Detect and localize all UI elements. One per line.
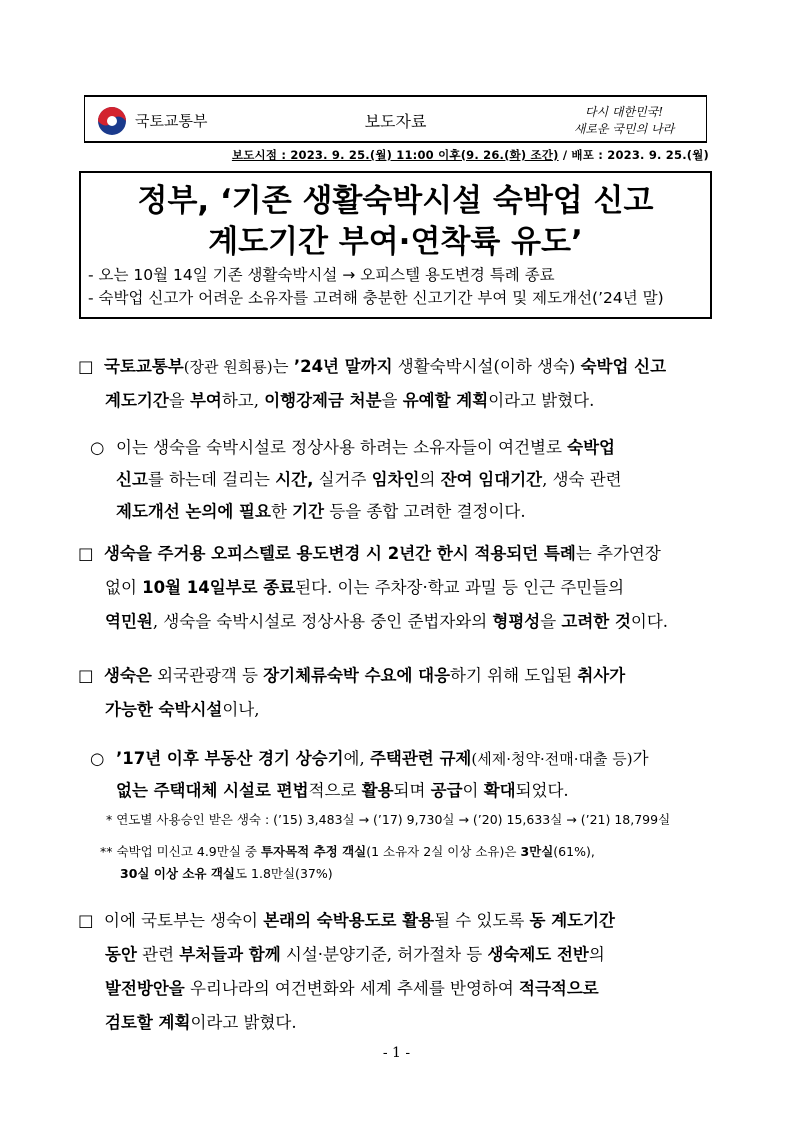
text: 부처들과 함께: [179, 945, 281, 964]
paragraph-1: [78, 350, 718, 418]
text: 을: [540, 612, 562, 631]
text: 제도개선 논의에 필요: [116, 502, 271, 521]
press-release-label: 보도자료: [364, 112, 427, 131]
text: ’17년 이후 부동산 경기 상승기: [116, 749, 344, 768]
text: 관련: [136, 945, 180, 964]
text: 될 수 있도록: [434, 911, 530, 930]
text: 계도기간: [105, 391, 169, 410]
circle-bullet-icon: ○: [90, 749, 105, 768]
text: (장관 원희룡): [183, 358, 273, 376]
text: 하고,: [221, 391, 265, 410]
headline: [81, 181, 710, 263]
square-bullet-icon: □: [78, 544, 94, 563]
footnote-2-cont: [120, 862, 333, 885]
square-bullet-icon: □: [78, 911, 94, 930]
text: (세제·청약·전매·대출 등): [471, 750, 633, 768]
text: 는: [272, 357, 294, 376]
text: 국토교통부: [104, 357, 184, 376]
text: 도 1.8만실(37%): [234, 866, 333, 881]
text: 발전방안을: [105, 979, 185, 998]
paragraph-2: [78, 537, 718, 639]
text: 적으로: [308, 781, 362, 800]
text: 이다.: [630, 612, 669, 631]
release-time: 보도시점 : 2023. 9. 25.(월) 11:00 이후(9. 26.(화) 조간): [231, 148, 559, 162]
square-bullet-icon: □: [78, 666, 94, 685]
text: 취사가: [577, 666, 626, 685]
title-box: [79, 171, 712, 319]
paragraph-3: [78, 659, 718, 727]
text: 생숙제도 전반: [487, 945, 589, 964]
text: 신고: [116, 470, 148, 489]
text: 이나,: [222, 700, 260, 719]
text: 의: [588, 945, 605, 964]
text: 외국관광객 등: [151, 666, 264, 685]
text: 하기 위해 도입된: [450, 666, 578, 685]
text: 장기체류숙박 수요에 대응: [263, 666, 451, 685]
footnote-1: * 연도별 사용승인 받은 생숙 : (’15) 3,483실 → (’17) 9,730실 → (’20) 15,633실 → (’21) 18,799실: [106, 812, 671, 827]
paragraph-4: [78, 904, 718, 1040]
text: 공급: [430, 781, 463, 800]
text: 는 추가연장: [575, 544, 661, 563]
release-info: [232, 147, 709, 163]
text: 된다. 이는 주차장·학교 과밀 등 인근 주민들의: [295, 578, 625, 597]
text: 30실 이상 소유 객실: [120, 866, 235, 881]
text: 기간: [292, 502, 325, 521]
text: 되며: [393, 781, 431, 800]
text: 고려한 것: [561, 612, 631, 631]
text: 잔여 임대기간: [440, 470, 543, 489]
text: 시간,: [275, 470, 314, 489]
text: 주택관련 규제: [369, 749, 472, 768]
text: ** 숙박업 미신고 4.9만실 중: [100, 844, 261, 859]
text: 이라고 밝혔다.: [488, 391, 595, 410]
slogan-handwriting-icon: [554, 101, 694, 139]
text: 형평성: [492, 612, 541, 631]
text: 등을 종합 고려한 결정이다.: [324, 502, 526, 521]
text: 본래의 숙박용도로 활용: [263, 911, 435, 930]
text: 동안: [105, 945, 137, 964]
text: ’24년 말까지: [293, 357, 393, 376]
text: 적극적으로: [519, 979, 599, 998]
text: 임차인: [371, 470, 420, 489]
text: 숙박업: [567, 438, 615, 457]
svg-text:새로운 국민의 나라: 새로운 국민의 나라: [573, 122, 675, 136]
text: 를 하는데 걸리는: [147, 470, 276, 489]
text: 3만실: [520, 844, 554, 859]
text: 유예할 계획: [402, 391, 489, 410]
text: 투자목적 추정 객실: [260, 844, 367, 859]
text: (1 소유자 2실 이상 소유)은: [366, 844, 521, 859]
text: 이: [462, 781, 484, 800]
text: 되었다.: [515, 781, 569, 800]
text: 10월 14일부로 종료: [142, 578, 296, 597]
text: 가능한 숙박시설: [105, 700, 223, 719]
text: 활용: [361, 781, 394, 800]
square-bullet-icon: □: [78, 357, 94, 376]
svg-text:다시 대한민국!: 다시 대한민국!: [584, 105, 664, 119]
text: 이에 국토부는 생숙이: [104, 911, 264, 930]
paragraph-3-detail: [90, 743, 720, 807]
text: 숙박업 신고: [580, 357, 667, 376]
text: 실거주: [313, 470, 372, 489]
subheadings: [88, 264, 664, 310]
text: 우리나라의 여건변화와 세계 추세를 반영하여: [184, 979, 520, 998]
text: 에,: [343, 749, 370, 768]
text: (61%),: [553, 844, 595, 859]
header-box: [84, 95, 707, 143]
text: 없는 주택대체 시설로 편법: [116, 781, 309, 800]
text: , 생숙을 숙박시설로 정상사용 중인 준법자와의: [152, 612, 493, 631]
text: 을: [381, 391, 403, 410]
text: 의: [419, 470, 441, 489]
text: 확대: [483, 781, 516, 800]
text: 이는 생숙을 숙박시설로 정상사용 하려는 소유자들이 여건별로: [116, 438, 568, 457]
text: 부여: [189, 391, 222, 410]
text: 시설·분양기준, 허가절차 등: [280, 945, 488, 964]
headline-line-2: 계도기간 부여·연착륙 유도’: [208, 224, 583, 260]
text: 역민원: [105, 612, 153, 631]
text: 한: [270, 502, 293, 521]
subheading-1: - 오는 10월 14일 기존 생활숙박시설 → 오피스텔 용도변경 특례 종료: [88, 266, 555, 284]
headline-line-1: 정부, ‘기존 생활숙박시설 숙박업 신고: [137, 183, 654, 219]
paragraph-1-detail: [90, 432, 720, 528]
ministry-name: 국토교통부: [135, 112, 208, 130]
text: 을: [168, 391, 190, 410]
page-number: - 1 -: [382, 1045, 411, 1061]
text: , 생숙 관련: [542, 470, 622, 489]
distribution-date: / 배포 : 2023. 9. 25.(월): [558, 148, 709, 162]
subheading-2: - 숙박업 신고가 어려운 소유자를 고려해 충분한 신고기간 부여 및 제도개선(’24년 말): [88, 289, 664, 307]
text: 생숙은: [104, 666, 152, 685]
text: 가: [632, 749, 649, 768]
text: 생숙을 주거용 오피스텔로 용도변경 시 2년간 한시 적용되던 특례: [104, 544, 576, 563]
footnote-2: [100, 840, 595, 863]
text: 검토할 계획: [105, 1013, 191, 1032]
text: 없이: [105, 578, 143, 597]
text: 이행강제금 처분: [264, 391, 382, 410]
circle-bullet-icon: ○: [90, 438, 105, 457]
text: 생활숙박시설(이하 생숙): [392, 357, 581, 376]
text: 동 계도기간: [529, 911, 615, 930]
text: 이라고 밝혔다.: [190, 1013, 297, 1032]
